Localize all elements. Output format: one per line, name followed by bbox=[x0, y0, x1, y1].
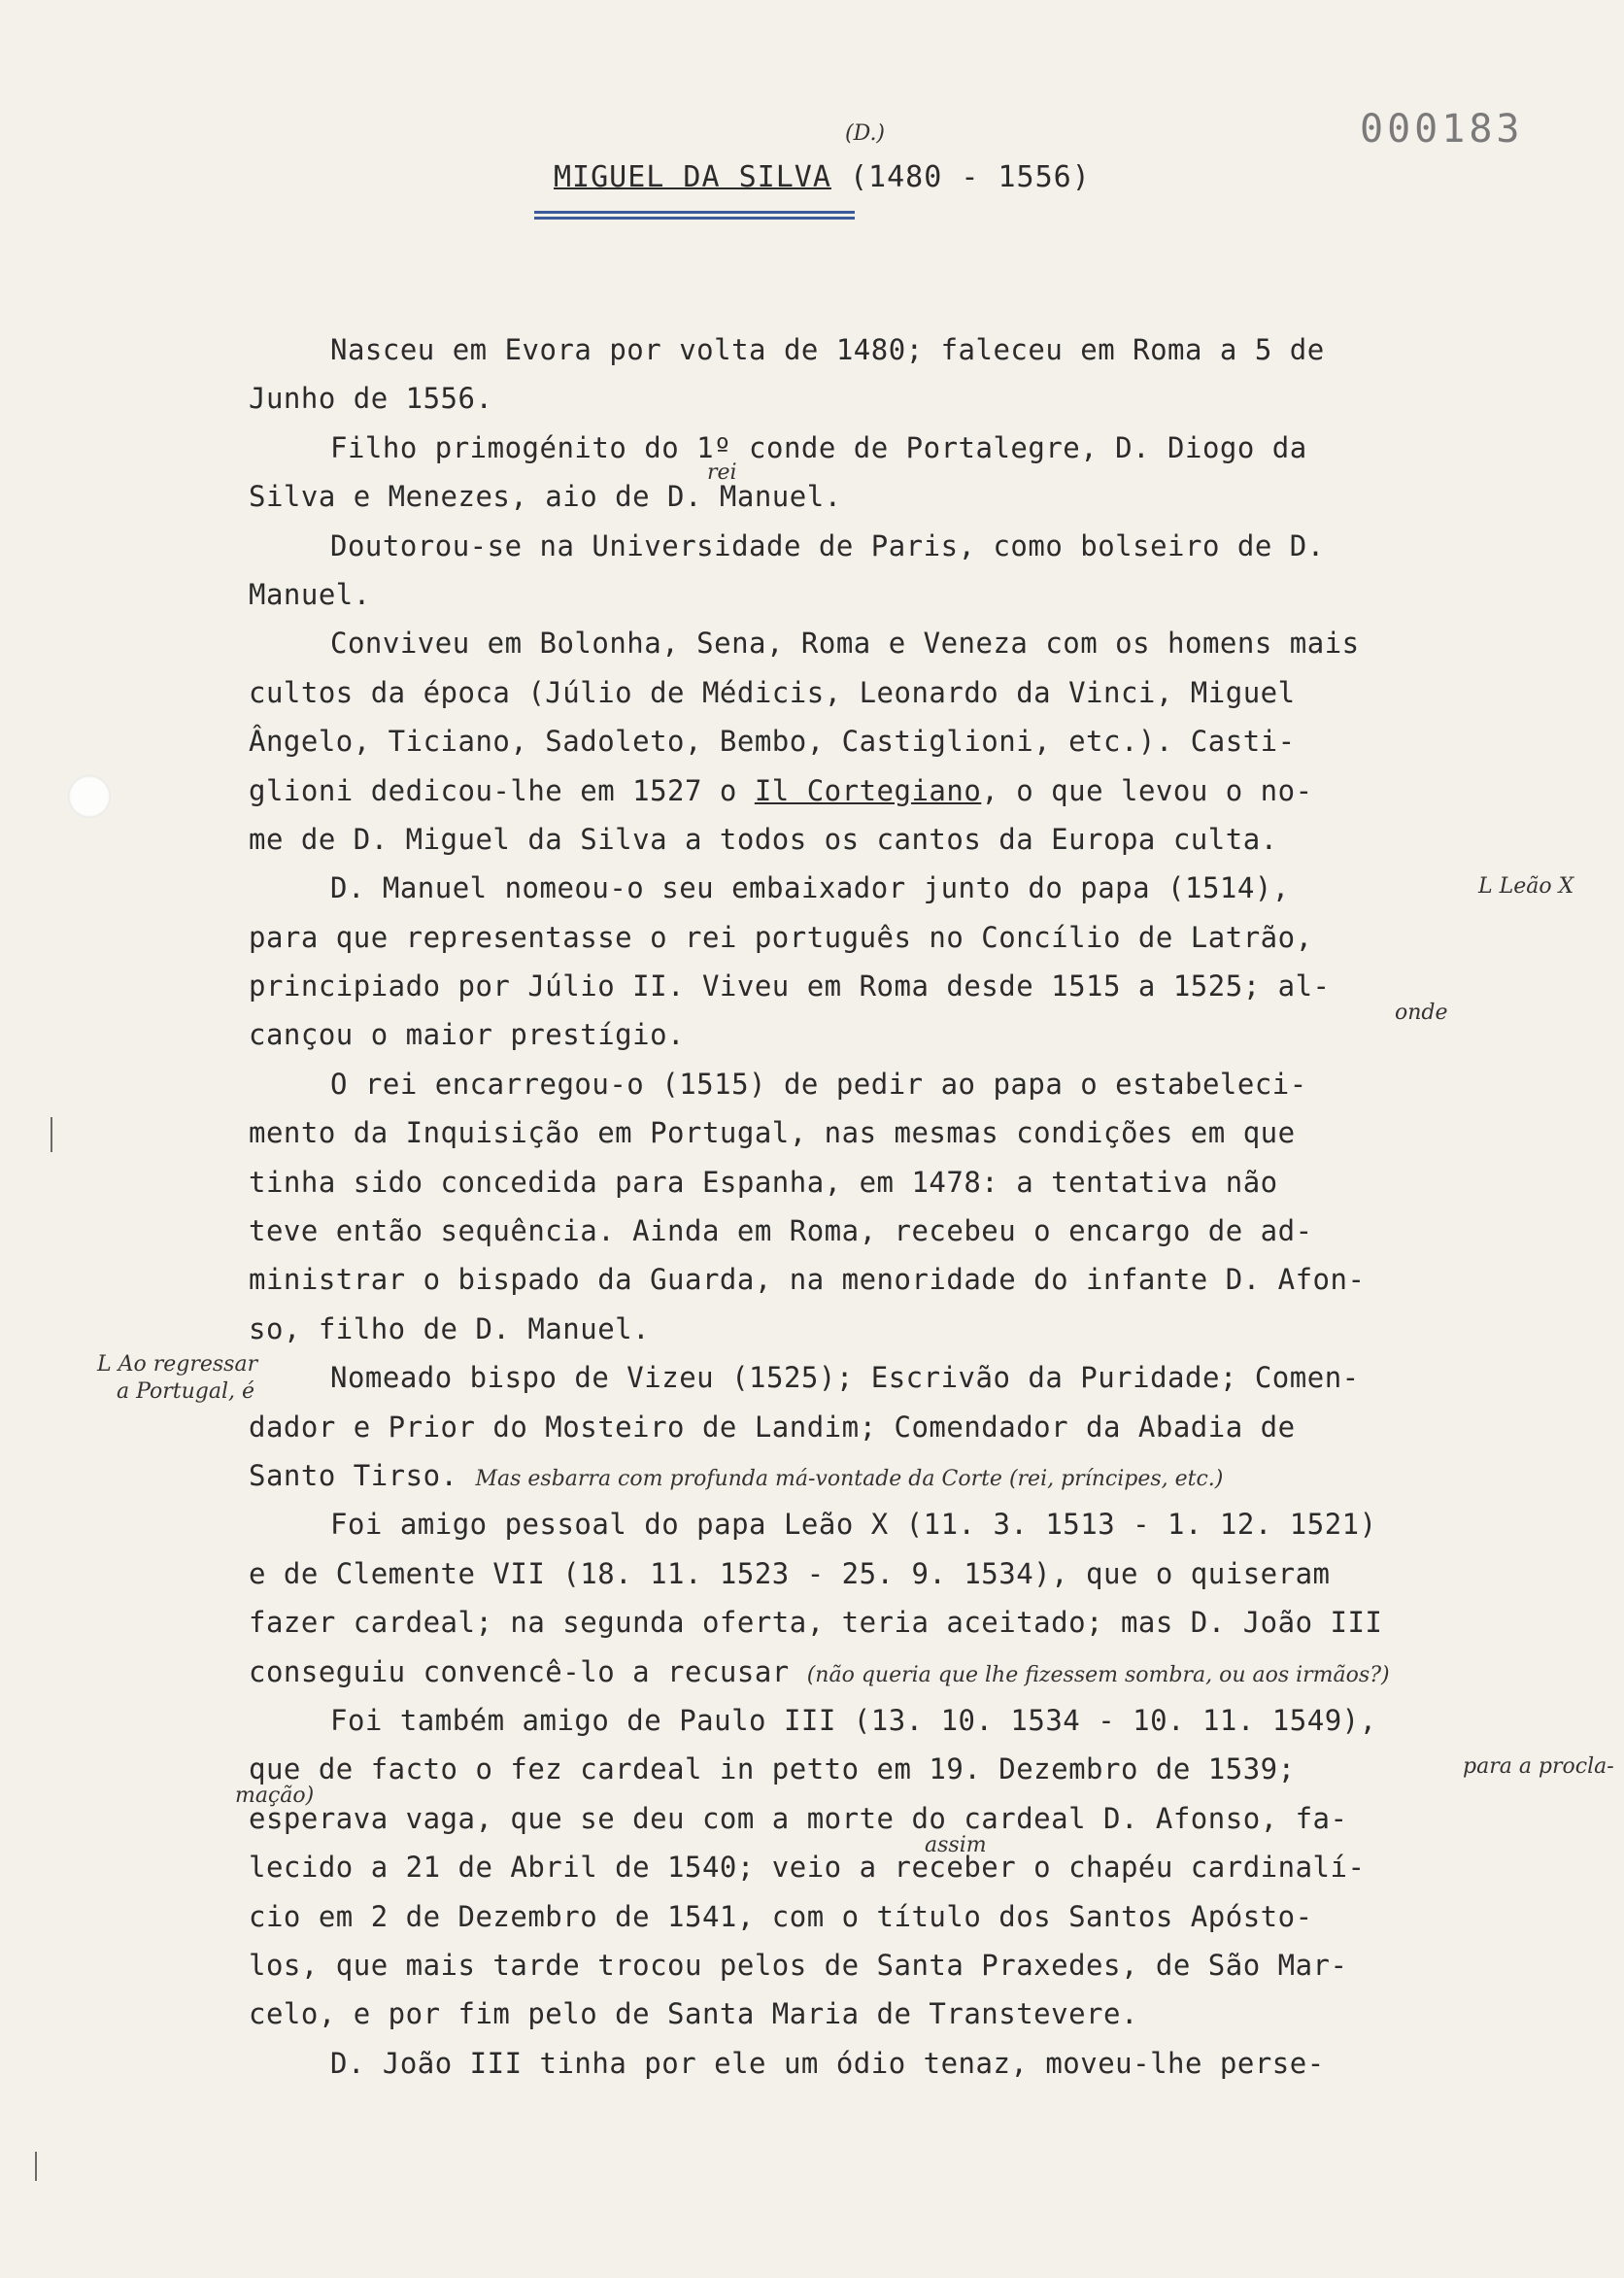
page-title bbox=[554, 160, 1091, 194]
title-double-underline bbox=[534, 211, 855, 220]
handwritten-note-macao: mação) bbox=[235, 1784, 315, 1809]
handwritten-insertion-assim: assim bbox=[925, 1833, 987, 1858]
text-line: fazer cardeal; na segunda oferta, teria aceitado; mas D. João III bbox=[249, 1606, 1383, 1640]
handwritten-insertion-onde: onde bbox=[1395, 1001, 1448, 1026]
text-line: Foi amigo pessoal do papa Leão X (11. 3. 1513 - 1. 12. 1521) bbox=[330, 1508, 1377, 1542]
text-line: me de D. Miguel da Silva a todos os cantos da Europa culta. bbox=[249, 822, 1278, 856]
text-line bbox=[249, 962, 1511, 1026]
text-line bbox=[249, 766, 1511, 815]
text-line: Foi também amigo de Paulo III (13. 10. 1534 - 10. 11. 1549), bbox=[330, 1703, 1377, 1737]
text-fragment: glioni dedicou-lhe em 1527 o bbox=[249, 773, 755, 807]
text-line: Nasceu em Evora por volta de 1480; faleceu em Roma a 5 de bbox=[330, 333, 1325, 366]
text-line: los, que mais tarde trocou pelos de Santa Praxedes, de São Mar- bbox=[249, 1948, 1348, 1982]
text-line: D. João III tinha por ele um ódio tenaz, moveu-lhe perse- bbox=[330, 2046, 1325, 2080]
text-fragment: que de facto o fez cardeal in petto em 19. Dezembro de 1539; bbox=[249, 1752, 1296, 1786]
archive-stamp-number: 000183 bbox=[1360, 107, 1524, 152]
text-fragment: lecido a 21 de Abril de 1540; veio a receber o chapéu cardinalí- bbox=[249, 1851, 1366, 1885]
punch-hole bbox=[68, 775, 111, 818]
text-line: Doutorou-se na Universidade de Paris, como bolseiro de D. bbox=[330, 528, 1325, 562]
text-line: so, filho de D. Manuel. bbox=[249, 1311, 651, 1345]
text-line: Junho de 1556. bbox=[249, 382, 493, 416]
text-line: dador e Prior do Mosteiro de Landim; Comendador da Abadia de bbox=[249, 1410, 1296, 1444]
margin-note-ao-regressar-1: L Ao regressar bbox=[97, 1352, 258, 1377]
title-years: (1480 - 1556) bbox=[850, 160, 1091, 194]
title-insertion: (D.) bbox=[845, 121, 886, 146]
text-line bbox=[249, 1451, 1511, 1500]
text-line: O rei encarregou-o (1515) de pedir ao papa o estabeleci- bbox=[330, 1067, 1307, 1101]
text-line: para que representasse o rei português no Concílio de Latrão, bbox=[249, 920, 1313, 954]
text-fragment: , o que levou o no- bbox=[981, 773, 1313, 807]
text-line bbox=[249, 1833, 1511, 1891]
margin-note-ao-regressar-2: a Portugal, é bbox=[117, 1379, 255, 1404]
text-line bbox=[249, 460, 1511, 521]
handwritten-insertion-rei: rei bbox=[707, 460, 737, 486]
text-line: Filho primogénito do 1º conde de Portalegre, D. Diogo da bbox=[330, 430, 1307, 464]
text-fragment: Santo Tirso. bbox=[249, 1458, 458, 1492]
text-line: e de Clemente VII (18. 11. 1523 - 25. 9. 1534), que o quiseram bbox=[249, 1556, 1331, 1590]
text-line: ministrar o bispado da Guarda, na menoridade do infante D. Afon- bbox=[249, 1263, 1366, 1297]
book-title: Il Cortegiano bbox=[754, 773, 982, 807]
text-line: celo, e por fim pelo de Santa Maria de Transtevere. bbox=[249, 1997, 1138, 2031]
text-fragment: Silva e Menezes, aio de D. Manuel. bbox=[249, 480, 842, 514]
text-fragment: principiado por Júlio II. Viveu em Roma desde 1515 a 1525; al- bbox=[249, 969, 1331, 1003]
text-line bbox=[235, 1745, 1614, 1809]
handwritten-note-para-a-procla: para a procla- bbox=[1463, 1754, 1614, 1780]
text-line: cultos da época (Júlio de Médicis, Leonardo da Vinci, Miguel bbox=[249, 675, 1296, 709]
margin-mark bbox=[35, 2152, 37, 2181]
text-line: Nomeado bispo de Vizeu (1525); Escrivão da Puridade; Comen- bbox=[330, 1361, 1360, 1395]
text-line: cançou o maior prestígio. bbox=[249, 1018, 685, 1052]
title-name: MIGUEL DA SILVA bbox=[554, 160, 831, 194]
text-line: Manuel. bbox=[249, 577, 371, 611]
margin-mark bbox=[51, 1117, 52, 1152]
handwritten-note-mas-esbarra: Mas esbarra com profunda má-vontade da Corte (rei, príncipes, etc.) bbox=[475, 1466, 1224, 1491]
text-line: Ângelo, Ticiano, Sadoleto, Bembo, Castiglioni, etc.). Casti- bbox=[249, 725, 1296, 759]
text-line bbox=[249, 1648, 1511, 1696]
text-line: tinha sido concedida para Espanha, em 1478: a tentativa não bbox=[249, 1165, 1278, 1199]
text-line: esperava vaga, que se deu com a morte do cardeal D. Afonso, fa- bbox=[249, 1801, 1348, 1835]
handwritten-note-nao-queria: (não queria que lhe fizessem sombra, ou aos irmãos?) bbox=[806, 1662, 1390, 1687]
text-line: Conviveu em Bolonha, Sena, Roma e Veneza com os homens mais bbox=[330, 627, 1360, 661]
text-line: cio em 2 de Dezembro de 1541, com o título dos Santos Apósto- bbox=[249, 1899, 1313, 1933]
text-line: D. Manuel nomeou-o seu embaixador junto do papa (1514), bbox=[330, 871, 1290, 905]
text-line: mento da Inquisição em Portugal, nas mesmas condições em que bbox=[249, 1116, 1296, 1150]
title-block bbox=[554, 121, 1091, 194]
margin-note-leao-x: L Leão X bbox=[1478, 874, 1574, 899]
text-line: teve então sequência. Ainda em Roma, recebeu o encargo de ad- bbox=[249, 1214, 1313, 1248]
text-fragment: conseguiu convencê-lo a recusar bbox=[249, 1654, 790, 1688]
